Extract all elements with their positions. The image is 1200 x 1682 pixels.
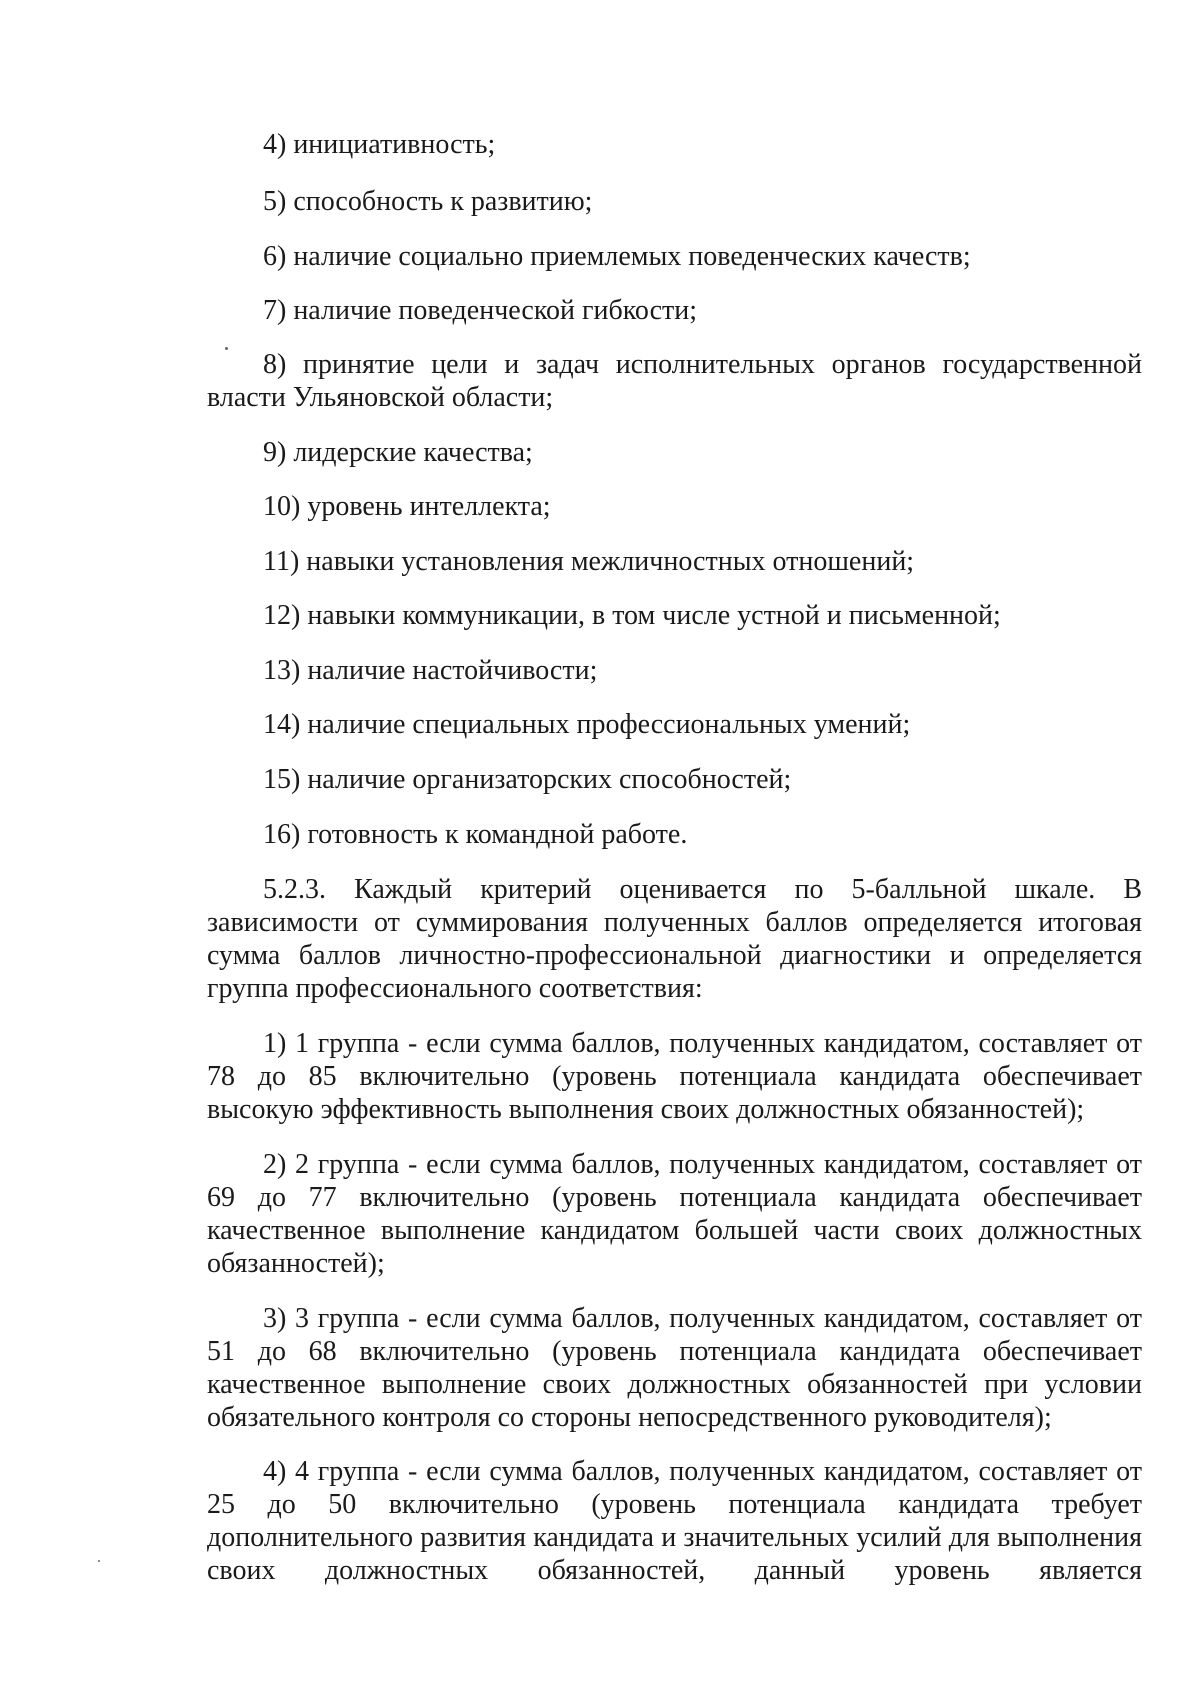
list-item: 13) наличие настойчивости; (263, 655, 598, 686)
list-item: 5) способность к развитию; (263, 186, 593, 217)
group-4-paragraph: 4) 4 группа - если сумма баллов, полученных кандидатом, составляет от 25 до 50 включительно (уровень потенциала кандидата требует дополнительного развития кандидата и значительных усилий для выполнения своих должностных обязанностей, данный уровень является (207, 1456, 1142, 1586)
paragraph-5-2-3: 5.2.3. Каждый критерий оценивается по 5-балльной шкале. В зависимости от суммирования полученных баллов определяется итоговая сумма баллов личностно-профессиональной диагностики и определяется группа профессионального соответствия: (207, 874, 1142, 1004)
list-item: 10) уровень интеллекта; (263, 491, 551, 522)
group-1-paragraph: 1) 1 группа - если сумма баллов, полученных кандидатом, составляет от 78 до 85 включительно (уровень потенциала кандидата обеспечивает высокую эффективность выполнения своих должностных обязанностей); (207, 1028, 1142, 1125)
list-item-8: 8) принятие цели и задач исполнительных органов государственной власти Ульяновской области; (207, 349, 1142, 413)
list-item: 9) лидерские качества; (263, 437, 533, 468)
list-item: 7) наличие поведенческой гибкости; (263, 295, 698, 326)
list-item: 14) наличие специальных профессиональных умений; (263, 709, 911, 740)
list-item: 6) наличие социально приемлемых поведенческих качеств; (263, 241, 971, 272)
scan-artifact (98, 1560, 100, 1562)
group-3-paragraph: 3) 3 группа - если сумма баллов, полученных кандидатом, составляет от 51 до 68 включительно (уровень потенциала кандидата обеспечивает качественное выполнение своих должностных обязанностей при условии обязательного контроля со стороны непосредственного руководителя); (207, 1303, 1142, 1433)
group-2-paragraph: 2) 2 группа - если сумма баллов, полученных кандидатом, составляет от 69 до 77 включительно (уровень потенциала кандидата обеспечивает качественное выполнение кандидатом большей части своих должностных обязанностей); (207, 1149, 1142, 1279)
list-item: 4) инициативность; (263, 129, 496, 160)
list-item: 15) наличие организаторских способностей; (263, 764, 792, 795)
list-item: 16) готовность к командной работе. (263, 819, 688, 850)
list-item: 11) навыки установления межличностных отношений; (263, 546, 915, 577)
list-item: 12) навыки коммуникации, в том числе устной и письменной; (263, 600, 1001, 631)
